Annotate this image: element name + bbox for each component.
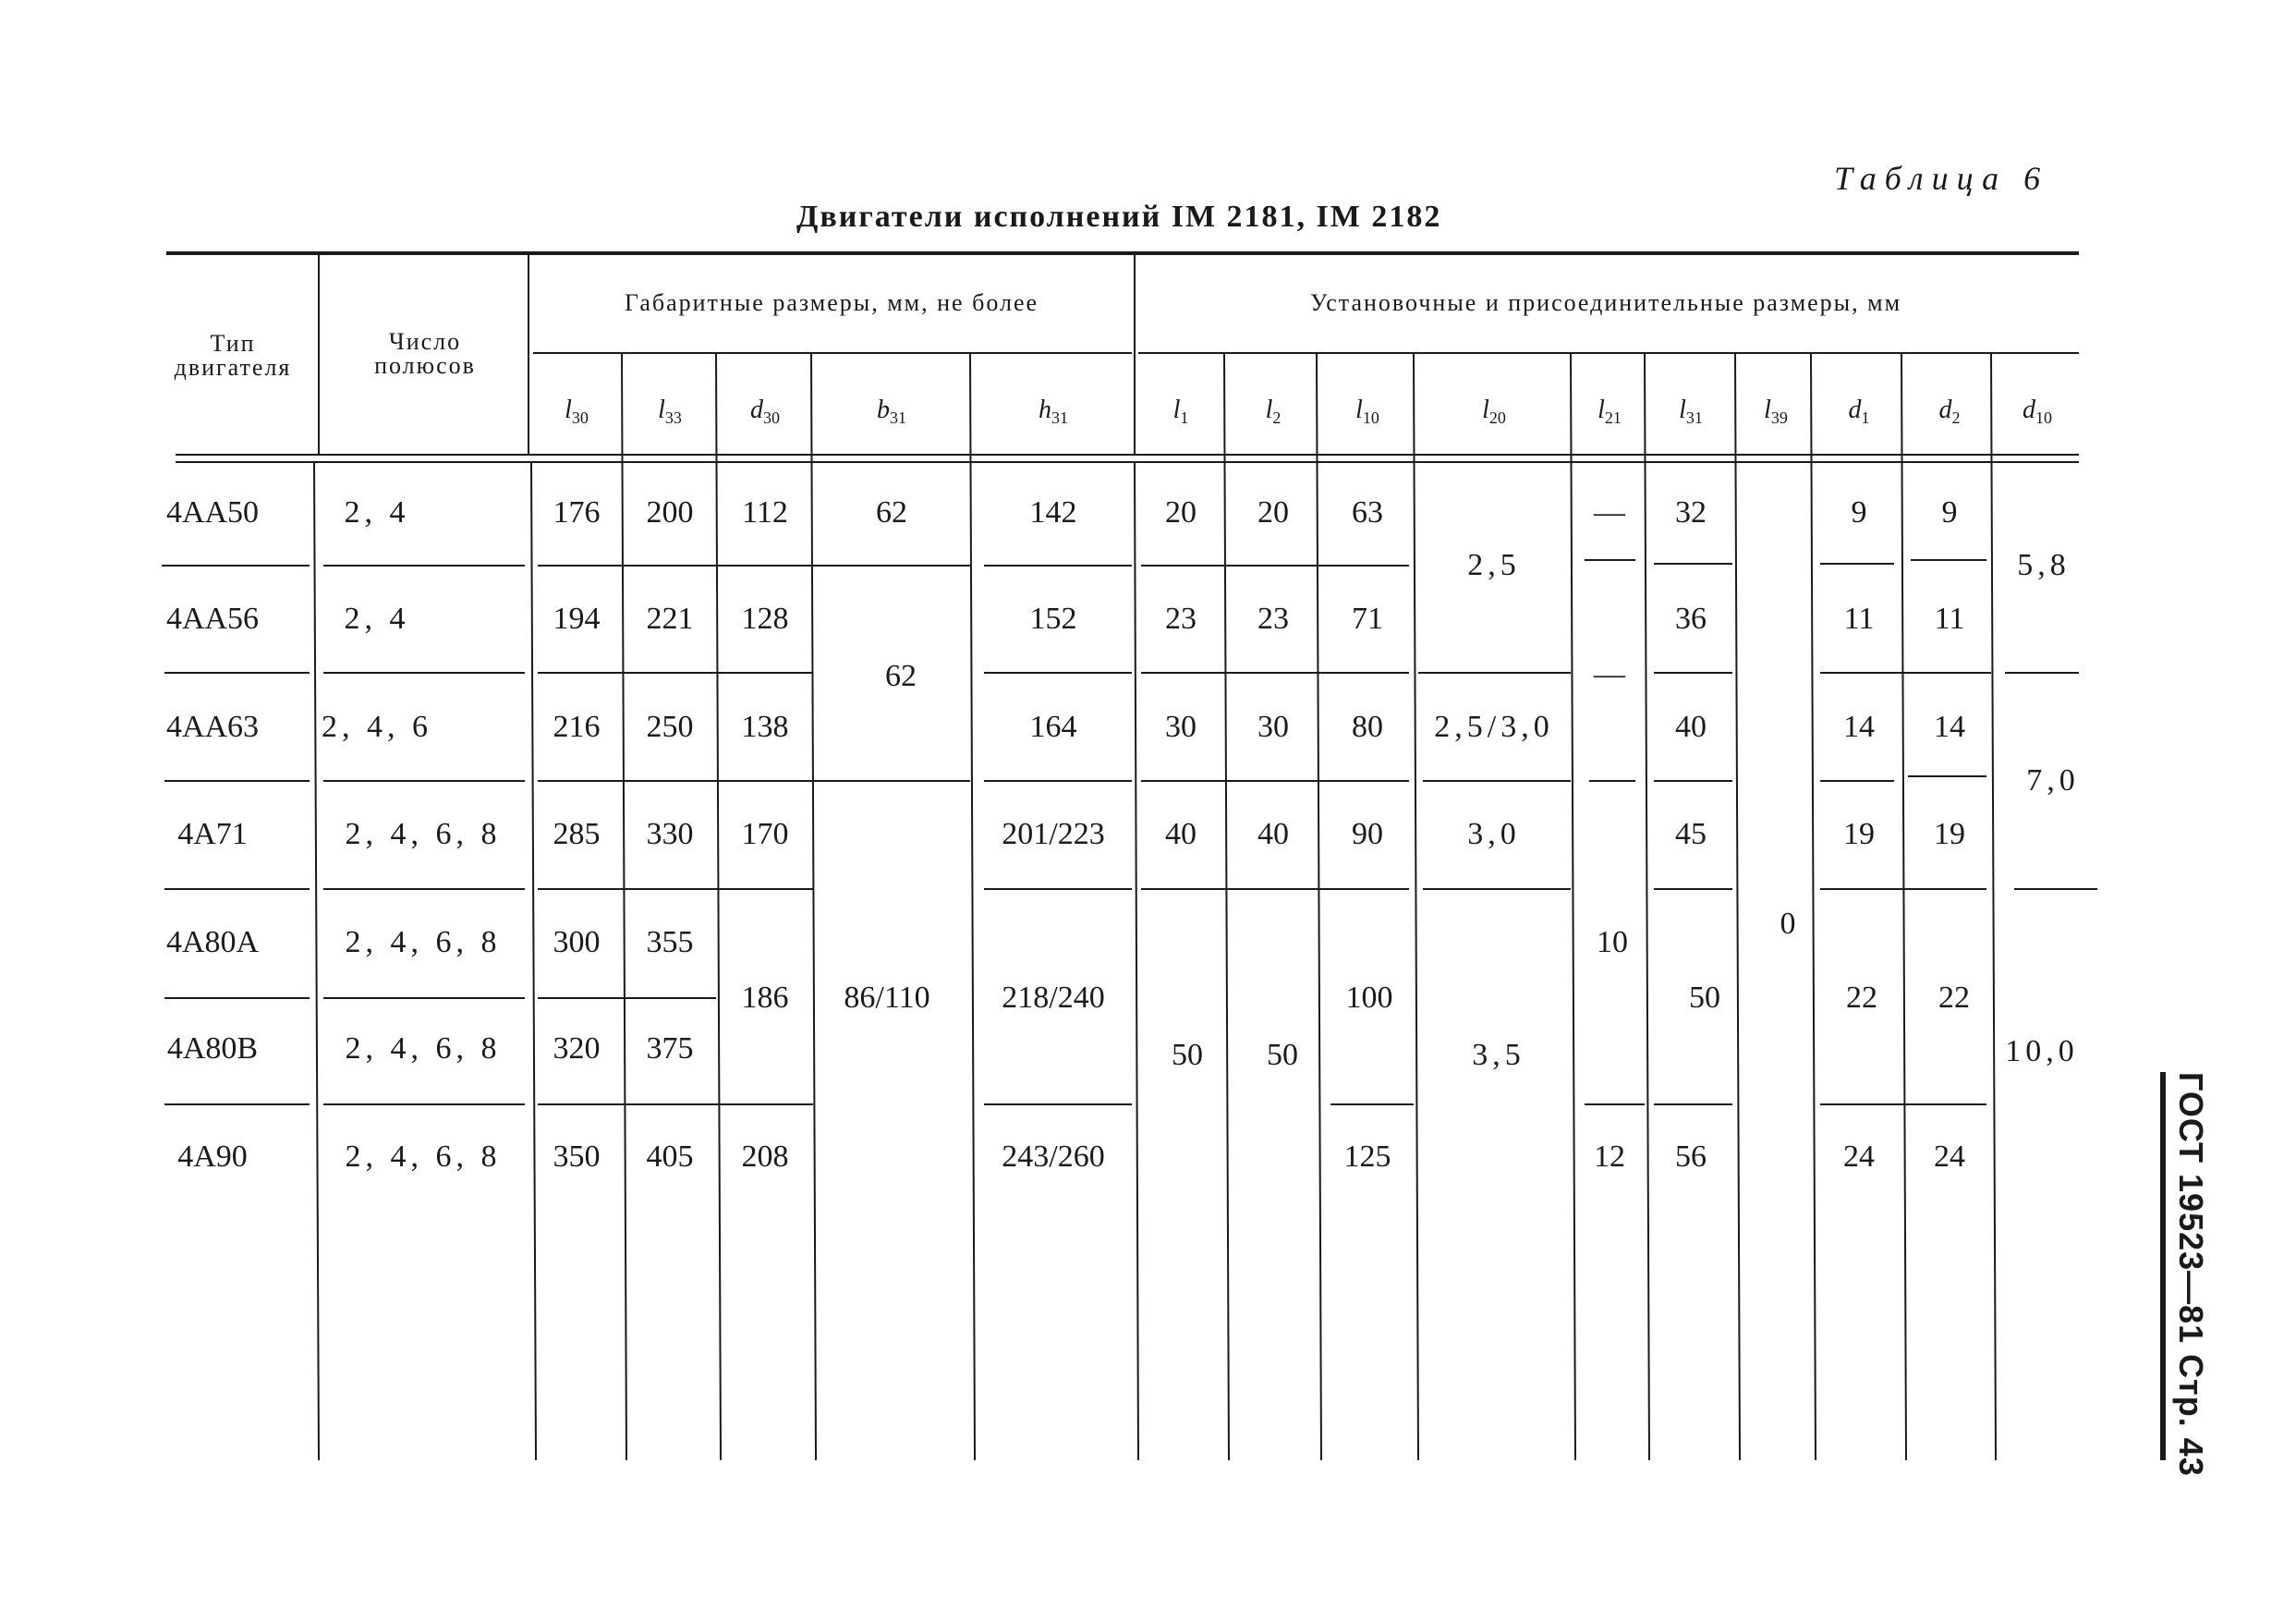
- column-header-l21: $l_{21}$: [1597, 396, 1622, 427]
- cell-l31-1: 36: [1675, 602, 1707, 636]
- header-type-line1: Тип: [210, 330, 256, 357]
- cell-l21-56: —: [1594, 657, 1625, 691]
- cell-poles-2: 2, 4, 6: [322, 710, 432, 744]
- column-header-l1: $l_1$: [1172, 396, 1189, 427]
- cell-poles-6: 2, 4, 6, 8: [345, 1140, 502, 1174]
- cell-l20-merged-80-90: 3,5: [1472, 1038, 1525, 1072]
- cell-d30-3: 170: [741, 817, 789, 851]
- cell-d1-0: 9: [1851, 495, 1867, 530]
- column-header-l33: $l_{33}$: [658, 396, 682, 427]
- cell-l10-3: 90: [1352, 817, 1383, 851]
- column-header-h31: $h_{31}$: [1039, 396, 1068, 427]
- column-header-l10: $l_{10}$: [1355, 396, 1379, 427]
- cell-l33-2: 250: [646, 710, 694, 744]
- column-headers: [565, 396, 2052, 427]
- cell-l21-merged-63-80: 10: [1597, 925, 1628, 959]
- column-header-l31: $l_{31}$: [1679, 396, 1703, 427]
- cell-d2-3: 19: [1934, 817, 1965, 851]
- cell-l31-3: 45: [1675, 817, 1707, 851]
- cell-d10-merged-50-56: 5,8: [2017, 548, 2071, 582]
- cell-h31-0: 142: [1029, 495, 1077, 530]
- cell-l33-3: 330: [646, 817, 694, 851]
- cell-l30-5: 320: [553, 1031, 601, 1066]
- cell-l33-5: 375: [646, 1031, 694, 1066]
- cell-d1-1: 11: [1843, 602, 1875, 636]
- cell-l20-2: 2,5/3,0: [1434, 710, 1554, 744]
- cell-l1-1: 23: [1165, 602, 1197, 636]
- header-type-line2: двигателя: [174, 354, 292, 381]
- cell-l33-4: 355: [646, 925, 694, 959]
- column-header-d30: $d_{30}$: [750, 396, 780, 427]
- column-header-b31: $b_{31}$: [877, 396, 906, 427]
- cell-d2-1: 11: [1934, 602, 1965, 636]
- cell-d1-6: 24: [1843, 1140, 1875, 1174]
- cell-l31-2: 40: [1675, 710, 1707, 744]
- cell-d2-2: 14: [1934, 710, 1965, 744]
- cell-l30-3: 285: [553, 817, 601, 851]
- cell-d30-0: 112: [742, 495, 788, 530]
- cell-l2-merged-80-90: 50: [1267, 1038, 1298, 1072]
- header-poles-line1: Число: [388, 328, 462, 355]
- cell-l30-6: 350: [553, 1140, 601, 1174]
- column-header-l20: $l_{20}$: [1482, 396, 1506, 427]
- cell-d1-merged-80: 22: [1846, 981, 1877, 1015]
- cell-l2-2: 30: [1257, 710, 1289, 744]
- cell-d1-3: 19: [1843, 817, 1875, 851]
- cell-l10-2: 80: [1352, 710, 1383, 744]
- cell-l30-0: 176: [553, 495, 601, 530]
- header-mounting-dimensions: Установочные и присоединительные размеры, мм: [1309, 289, 1902, 316]
- table-number-label: Таблица 6: [1834, 160, 2049, 197]
- margin-rule: [2160, 1072, 2166, 1460]
- cell-poles-5: 2, 4, 6, 8: [345, 1031, 502, 1066]
- cell-l33-0: 200: [646, 495, 694, 530]
- cell-d30-1: 128: [741, 602, 789, 636]
- cell-l33-6: 405: [646, 1140, 694, 1174]
- cell-h31-2: 164: [1029, 710, 1077, 744]
- cell-d10-merged-63-71: 7,0: [2026, 763, 2080, 798]
- cell-l31-0: 32: [1675, 495, 1707, 530]
- cell-type-6: 4А90: [177, 1140, 248, 1174]
- cell-l1-0: 20: [1165, 495, 1197, 530]
- cell-l1-3: 40: [1165, 817, 1197, 851]
- cell-d30-merged-80: 186: [741, 981, 789, 1015]
- cell-h31-1: 152: [1029, 602, 1077, 636]
- cell-d2-merged-80: 22: [1938, 981, 1970, 1015]
- column-header-d2: $d_2$: [1938, 396, 1961, 427]
- cell-h31-3: 201/223: [1002, 817, 1105, 851]
- cell-l10-6: 125: [1343, 1140, 1391, 1174]
- cell-d1-2: 14: [1843, 710, 1875, 744]
- cell-l10-1: 71: [1352, 602, 1383, 636]
- cell-b31-merged-56-63: 62: [885, 659, 917, 693]
- cell-type-3: 4А71: [177, 817, 248, 851]
- column-header-d1: $d_1$: [1848, 396, 1870, 427]
- cell-l31-6: 56: [1675, 1140, 1707, 1174]
- cell-type-0: 4АА50: [165, 495, 260, 530]
- page-margin-label: [2160, 1072, 2210, 1477]
- cell-h31-merged-80: 218/240: [1002, 981, 1105, 1015]
- column-header-l30: $l_{30}$: [565, 396, 589, 427]
- cell-l2-1: 23: [1257, 602, 1289, 636]
- cell-b31-merged-71-90: 86/110: [844, 981, 930, 1015]
- cell-poles-3: 2, 4, 6, 8: [345, 817, 502, 851]
- cell-l20-merged-50-56: 2,5: [1467, 548, 1521, 582]
- table-title: Двигатели исполнений IM 2181, IM 2182: [796, 200, 1442, 234]
- table-cells: [166, 495, 2080, 1174]
- table-borders: [162, 253, 2097, 1460]
- cell-type-1: 4АА56: [165, 602, 260, 636]
- cell-type-2: 4АА63: [165, 710, 260, 744]
- cell-poles-0: 2, 4: [344, 495, 410, 530]
- cell-l20-3: 3,0: [1467, 817, 1521, 851]
- header-poles-line2: полюсов: [374, 352, 476, 379]
- cell-d30-2: 138: [741, 710, 789, 744]
- cell-d30-6: 208: [741, 1140, 789, 1174]
- cell-b31-0: 62: [876, 495, 907, 530]
- cell-h31-6: 243/260: [1002, 1140, 1105, 1174]
- cell-l10-merged-80: 100: [1345, 981, 1393, 1015]
- cell-l21-6: 12: [1594, 1140, 1625, 1174]
- cell-l21-0: —: [1594, 495, 1625, 530]
- column-header-l2: $l_2$: [1265, 396, 1282, 427]
- cell-d2-6: 24: [1934, 1140, 1965, 1174]
- cell-poles-4: 2, 4, 6, 8: [345, 925, 502, 959]
- cell-type-4: 4А80А: [165, 925, 260, 959]
- cell-d2-0: 9: [1941, 495, 1958, 530]
- cell-l39-merged-all: 0: [1780, 907, 1796, 941]
- standard-page-reference: ГОСТ 19523—81 Стр. 43: [2172, 1072, 2210, 1477]
- cell-d10-merged-80-90: 10,0: [2005, 1034, 2079, 1068]
- cell-type-5: 4А80В: [166, 1031, 259, 1066]
- cell-l30-4: 300: [553, 925, 601, 959]
- cell-l31-merged-80: 50: [1689, 981, 1720, 1015]
- cell-l33-1: 221: [646, 602, 694, 636]
- cell-poles-1: 2, 4: [344, 602, 410, 636]
- cell-l1-merged-80-90: 50: [1172, 1038, 1203, 1072]
- cell-l1-2: 30: [1165, 710, 1197, 744]
- header-overall-dimensions: Габаритные размеры, мм, не более: [624, 289, 1039, 316]
- column-header-d10: $d_{10}$: [2023, 396, 2052, 427]
- cell-l2-0: 20: [1257, 495, 1289, 530]
- cell-l2-3: 40: [1257, 817, 1289, 851]
- cell-l30-2: 216: [553, 710, 601, 744]
- cell-l10-0: 63: [1352, 495, 1383, 530]
- cell-l30-1: 194: [553, 602, 601, 636]
- column-header-l39: $l_{39}$: [1764, 396, 1788, 427]
